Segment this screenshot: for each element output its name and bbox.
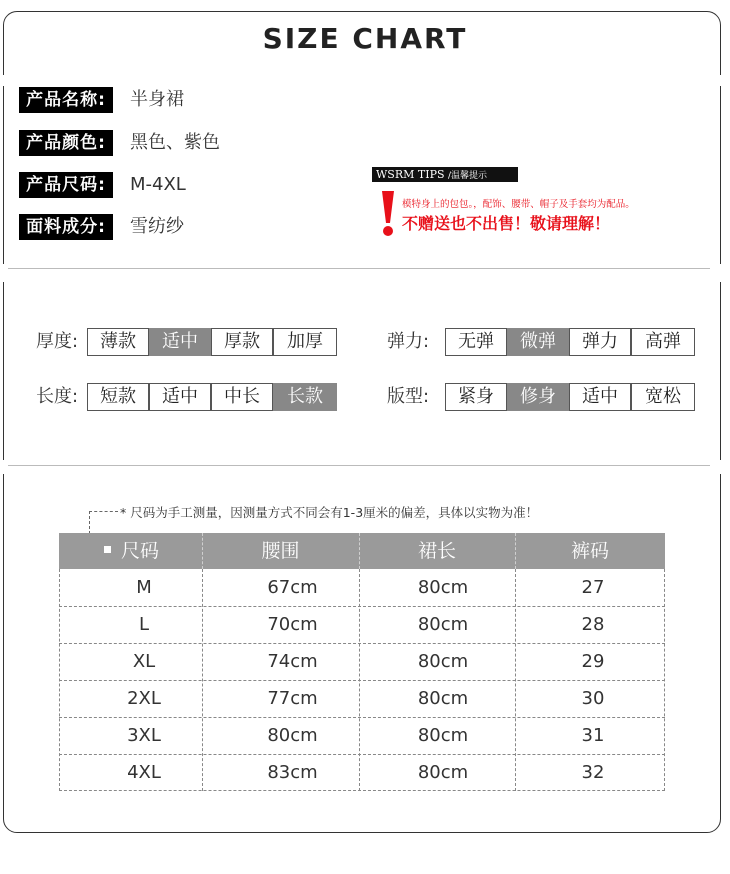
- note-connector: [89, 511, 118, 512]
- table-cell: 80cm: [417, 762, 469, 783]
- table-cell: 77cm: [267, 688, 318, 709]
- table-cell: 27: [581, 577, 605, 598]
- table-cell: 4XL: [127, 762, 161, 783]
- option-fit-3: 适中: [569, 383, 631, 411]
- info-label-fabric: 面料成分:: [19, 214, 113, 240]
- table-cell: 80cm: [267, 725, 318, 746]
- measurement-note: * 尺码为手工测量，因测量方式不同会有1-3厘米的偏差，具体以实物为准！: [120, 505, 539, 520]
- column-header-size: 尺码: [120, 540, 159, 562]
- table-cell: 3XL: [127, 725, 161, 746]
- attr-label-thickness: 厚度:: [36, 331, 79, 352]
- column-header-waist: 腰围: [261, 540, 300, 562]
- exclamation-icon: [378, 191, 398, 237]
- table-cell: 29: [581, 651, 605, 672]
- info-value-name: 半身裙: [130, 89, 184, 110]
- column-header-length: 裙长: [417, 540, 456, 562]
- table-cell: 2XL: [127, 688, 161, 709]
- table-cell: 32: [581, 762, 605, 783]
- option-thickness-4: 加厚: [273, 328, 337, 356]
- option-thickness-2-selected: 适中: [149, 328, 211, 356]
- attr-label-fit: 版型:: [387, 386, 430, 407]
- table-cell: 31: [581, 725, 605, 746]
- option-length-2: 适中: [149, 383, 211, 411]
- option-fit-4: 宽松: [631, 383, 695, 411]
- info-label-name: 产品名称:: [19, 87, 113, 113]
- tips-tag-sub: /温馨提示: [448, 171, 488, 181]
- divider: [8, 268, 710, 269]
- info-label-color: 产品颜色:: [19, 130, 113, 156]
- info-value-color: 黑色、紫色: [130, 132, 220, 153]
- option-thickness-3: 厚款: [211, 328, 273, 356]
- option-elasticity-2-selected: 微弹: [507, 328, 569, 356]
- option-thickness-1: 薄款: [87, 328, 149, 356]
- option-length-3: 中长: [211, 383, 273, 411]
- divider: [8, 465, 710, 466]
- table-cell: 74cm: [267, 651, 318, 672]
- info-label-size: 产品尺码:: [19, 172, 113, 198]
- option-elasticity-3: 弹力: [569, 328, 631, 356]
- option-fit-1: 紧身: [445, 383, 507, 411]
- table-cell: XL: [132, 651, 156, 672]
- attr-label-elasticity: 弹力:: [387, 331, 430, 352]
- table-cell: 80cm: [417, 614, 469, 635]
- table-cell: 70cm: [267, 614, 318, 635]
- option-elasticity-1: 无弹: [445, 328, 507, 356]
- table-cell: 80cm: [417, 688, 469, 709]
- info-value-fabric: 雪纺纱: [130, 216, 184, 237]
- table-cell: 28: [581, 614, 605, 635]
- info-value-size: M-4XL: [130, 174, 186, 195]
- option-elasticity-4: 高弹: [631, 328, 695, 356]
- table-cell: 30: [581, 688, 605, 709]
- table-cell: 80cm: [417, 651, 469, 672]
- option-length-1: 短款: [87, 383, 149, 411]
- option-length-4-selected: 长款: [273, 383, 337, 411]
- tips-tag-text: WSRM TIPS: [376, 168, 445, 181]
- tips-tag: [372, 167, 518, 182]
- table-cell: L: [138, 614, 150, 635]
- tips-line1: 模特身上的包包。，配饰、腰带、帽子及手套均为配品。: [402, 199, 635, 210]
- table-cell: 83cm: [267, 762, 318, 783]
- attr-label-length: 长度:: [36, 386, 79, 407]
- table-cell: 80cm: [417, 725, 469, 746]
- column-header-pants-size: 裤码: [570, 540, 609, 562]
- page-title: SIZE CHART: [262, 22, 468, 55]
- tips-line2: 不赠送也不出售！敬请理解！: [402, 214, 611, 233]
- table-cell: 67cm: [267, 577, 318, 598]
- table-cell: M: [136, 577, 152, 598]
- option-fit-2-selected: 修身: [507, 383, 569, 411]
- table-cell: 80cm: [417, 577, 469, 598]
